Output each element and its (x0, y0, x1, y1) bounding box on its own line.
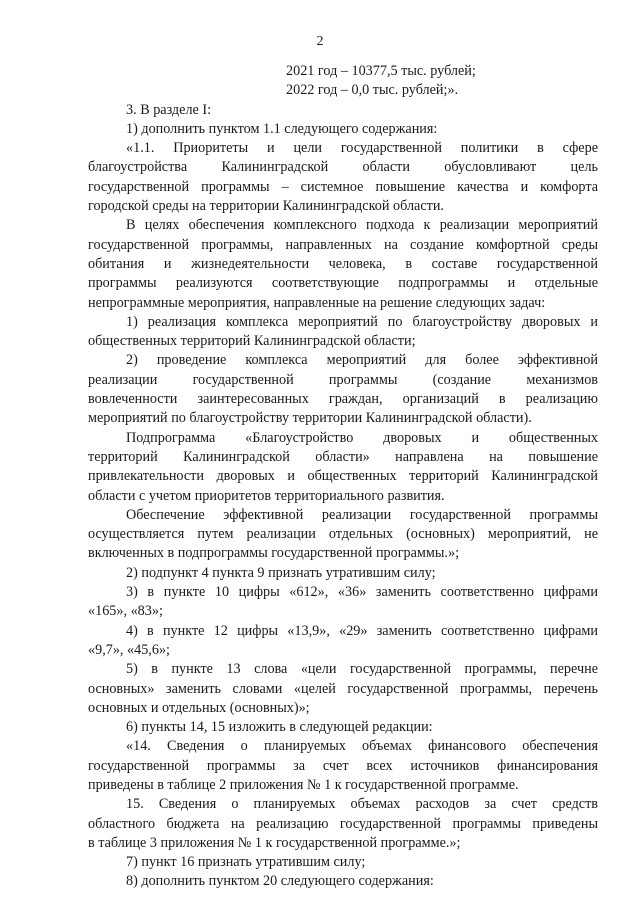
text-line: области с учетом приоритетов территориального развития. (88, 487, 445, 504)
text-line: включенных в подпрограммы государственной программы.»; (88, 545, 460, 562)
text-line: осуществляется путем реализации отдельных (основных) мероприятий, не (88, 526, 598, 543)
text-line: непрограммные мероприятия, направленные на решение следующих задач: (88, 294, 546, 311)
document-body (88, 62, 598, 892)
text-line: государственной программы – системное повышение качества и комфорта (88, 178, 598, 195)
text-line: 2022 год – 0,0 тыс. рублей;». (286, 82, 459, 99)
text-line: В целях обеспечения комплексного подхода к реализации мероприятий (126, 217, 598, 234)
text-line: обитания и жизнедеятельности человека, в составе государственной (88, 255, 598, 272)
text-line: Обеспечение эффективной реализации государственной программы (126, 506, 598, 523)
text-line: программы реализуются соответствующие подпрограммы и отдельные (88, 275, 598, 292)
text-line: «9,7», «45,6»; (88, 641, 170, 658)
text-line: 1) реализация комплекса мероприятий по благоустройству дворовых и (126, 313, 598, 330)
text-line: 3) в пункте 10 цифры «612», «36» заменить соответственно цифрами (126, 584, 598, 601)
text-line: областного бюджета на реализацию государственной программы приведены (88, 815, 598, 832)
text-line: государственной программы, направленных на создание комфортной среды (88, 236, 598, 253)
text-line: реализации государственной программы (создание механизмов (88, 371, 598, 388)
text-line: приведены в таблице 2 приложения № 1 к государственной программе. (88, 776, 519, 793)
text-line: городской среды на территории Калининградской области. (88, 198, 444, 215)
text-line: 8) дополнить пунктом 20 следующего содержания: (126, 873, 434, 890)
text-line: 2) проведение комплекса мероприятий для более эффективной (126, 352, 598, 369)
text-line: 1) дополнить пунктом 1.1 следующего содержания: (126, 120, 438, 137)
text-line: государственной программы за счет всех источников финансирования (88, 757, 598, 774)
text-line: 2021 год – 10377,5 тыс. рублей; (286, 63, 476, 79)
text-line: основных и отдельных (основных)»; (88, 699, 310, 716)
text-line: мероприятий по благоустройству территории Калининградской области). (88, 410, 532, 427)
text-line: вовлеченности заинтересованных граждан, организаций в реализацию (88, 391, 598, 408)
text-line: в таблице 3 приложения № 1 к государственной программе.»; (88, 834, 461, 851)
text-line: «14. Сведения о планируемых объемах финансового обеспечения (126, 738, 598, 755)
text-line: общественных территорий Калининградской области; (88, 333, 416, 350)
text-line: территорий Калининградской области» направлена на повышение (88, 448, 598, 465)
text-line: 7) пункт 16 признать утратившим силу; (126, 854, 366, 871)
text-line: 2) подпункт 4 пункта 9 признать утратившим силу; (126, 564, 436, 581)
text-line: 4) в пункте 12 цифры «13,9», «29» заменить соответственно цифрами (126, 622, 598, 639)
text-line: «1.1. Приоритеты и цели государственной политики в сфере (126, 140, 598, 157)
page-number: 2 (316, 34, 324, 49)
text-line: основных» заменить словами «целей государственной программы, перечень (88, 680, 598, 697)
text-line: 3. В разделе I: (126, 101, 212, 118)
text-line: привлекательности дворовых и общественных территорий Калининградской (88, 468, 598, 485)
text-line: «165», «83»; (88, 603, 163, 620)
text-line: 5) в пункте 13 слова «цели государственной программы, перечне (126, 661, 598, 678)
text-line: 6) пункты 14, 15 изложить в следующей редакции: (126, 719, 433, 736)
text-line: благоустройства Калининградской области обусловливают цель (88, 159, 598, 176)
text-line: Подпрограмма «Благоустройство дворовых и общественных (126, 429, 598, 446)
text-line: 15. Сведения о планируемых объемах расходов за счет средств (126, 796, 598, 813)
